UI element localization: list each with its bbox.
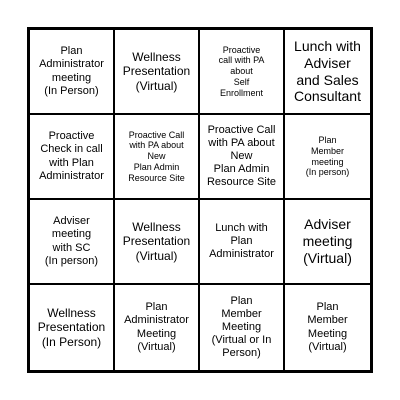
bingo-cell[interactable]	[200, 115, 285, 200]
bingo-cell[interactable]	[115, 200, 200, 285]
cell-text: Plan Member Meeting (Virtual)	[307, 301, 348, 353]
bingo-cell[interactable]	[30, 285, 115, 370]
bingo-cell[interactable]	[115, 115, 200, 200]
bingo-cell[interactable]	[30, 30, 115, 115]
cell-text: Proactive Call with PA about New Plan Admin Resource Site	[128, 129, 185, 183]
cell-text: Plan Administrator meeting (In Person)	[39, 45, 104, 97]
cell-text: Wellness Presentation (Virtual)	[122, 49, 191, 93]
cell-text: Wellness Presentation (Virtual)	[122, 219, 191, 263]
bingo-cell[interactable]	[30, 115, 115, 200]
cell-text: Proactive Check in call with Plan Administrator	[39, 130, 104, 182]
bingo-cell[interactable]	[200, 30, 285, 115]
cell-text: Adviser meeting (Virtual)	[302, 216, 353, 266]
cell-text: Lunch with Adviser and Sales Consultant	[294, 37, 361, 105]
bingo-cell[interactable]	[285, 115, 370, 200]
bingo-cell[interactable]	[115, 30, 200, 115]
bingo-cell[interactable]	[285, 200, 370, 285]
cell-text: Adviser meeting with SC (In person)	[44, 215, 99, 267]
bingo-board	[27, 27, 373, 373]
cell-text: Plan Member meeting (In person)	[305, 134, 350, 178]
cell-text: Plan Member Meeting (Virtual or In Person)	[211, 294, 272, 360]
bingo-cell[interactable]	[200, 285, 285, 370]
cell-text: Lunch with Plan Administrator	[209, 221, 274, 261]
bingo-cell[interactable]	[30, 200, 115, 285]
bingo-cell[interactable]	[115, 285, 200, 370]
bingo-cell[interactable]	[285, 285, 370, 370]
cell-text: Plan Administrator Meeting (Virtual)	[124, 301, 189, 353]
bingo-cell[interactable]	[200, 200, 285, 285]
cell-text: Proactive call with PA about Self Enrollment	[218, 44, 265, 98]
cell-text: Proactive Call with PA about New Plan Admin Resource Site	[206, 123, 277, 189]
bingo-cell[interactable]	[285, 30, 370, 115]
cell-text: Wellness Presentation (In Person)	[37, 305, 106, 349]
